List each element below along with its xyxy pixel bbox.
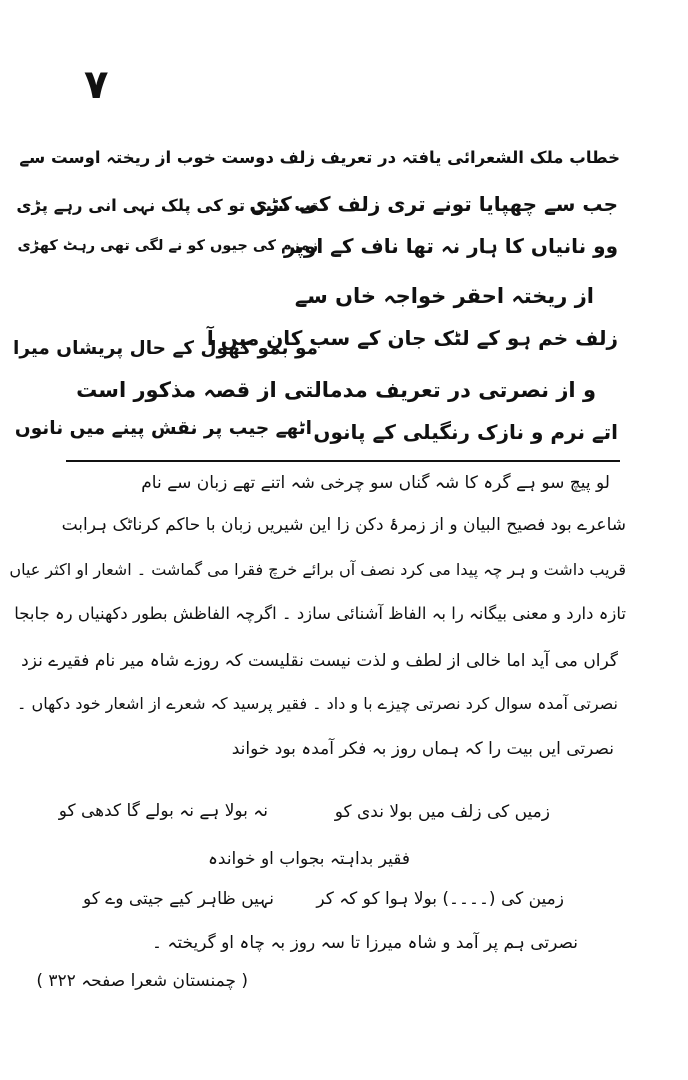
prose-line-5: گراں می آید اما خالی از لطف و لذت نیست نقلیست کہ روزے شاہ میر نام فقیرے نزد xyxy=(21,651,618,671)
heading-khwaja-khan: از ریختہ احقر خواجہ خاں سے xyxy=(294,284,594,308)
prose-line-4: تازہ دارد و معنی بیگانہ را بہ الفاظ آشنائی سازد ۔ اگرچہ الفاظش بطور دکھنیاں رہ جابجا xyxy=(14,604,626,623)
heading-praise-of-tresses: خطاب ملک الشعرائی یافتہ در تعریف زلف دوست خوب از ریختہ اوست سے xyxy=(19,148,620,167)
note-fakir-replies: فقیر بداہتہ بجواب او خواندہ xyxy=(207,849,410,869)
section-divider xyxy=(66,460,620,462)
prose-line-3: قریب داشت و ہر چہ پیدا می کرد نصف آں برائے خرچ فقرا می گماشت ۔ اشعار او اکثر عیاں xyxy=(9,560,626,579)
couplet-2-first-hemistich: وو نانیاں کا ہار نہ تھا ناف کے اوپر xyxy=(283,234,618,258)
heading-nusrati: و از نصرتی در تعریف مدمالتی از قصہ مذکور است xyxy=(76,378,596,402)
couplet-3-first-hemistich: زلف خم ہو کے لٹک جان کے سب کان میں آ xyxy=(206,326,618,350)
couplet-1-second-hemistich: تب سیں تو کی پلک نہی انی رہے پڑی xyxy=(16,196,318,215)
verse-1-left-hemistich: نہ بولا ہے نہ بولے گا کدھی کو xyxy=(58,801,268,821)
verse-1-right-hemistich: زمیں کی زلف میں بولا ندی کو xyxy=(334,802,550,822)
prose-line-6: نصرتی آمدہ سوال کرد نصرتی چیزے با و داد ۔ فقیر پرسید کہ شعرے از اشعار خود دکھاں ۔ xyxy=(17,694,618,713)
couplet-1-first-hemistich: جب سے چھپایا تونے تری زلف کی کڑی xyxy=(249,192,618,216)
couplet-4-second-hemistich: اٹھے جیب پر نقش پینے میں نانوں xyxy=(14,418,312,439)
couplet-4-first-hemistich: اتے نرم و نازک رنگیلی کے پانوں xyxy=(313,420,618,444)
prose-line-7: نصرتی ایں بیت را کہ ہماں روز بہ فکر آمدہ بود خواند xyxy=(231,739,614,759)
verse-2-left-hemistich: نہیں ظاہر کیے جیتی وے کو xyxy=(82,889,274,909)
prose-line-1: لو پیچ سو ہے گرہ کا شہ گناں سو چرخی شہ اتنے تھے زبان سے نام xyxy=(141,473,610,493)
couplet-2-second-hemistich: زمزم کی جیوں کو نے لگی تھی رہٹ کھڑی xyxy=(17,238,318,254)
prose-line-2: شاعرے بود فصیح البیان و از زمرۂ دکن زا این شیریں زبان با حاکم کرناٹک ہرابت xyxy=(61,515,626,535)
verse-2-right-hemistich: زمین کی (۔۔۔۔) بولا ہوا کو کہ کر xyxy=(316,889,564,909)
couplet-3-second-hemistich: مو بمو کھول کے حال پریشاں میرا xyxy=(12,338,318,359)
page-number: ۷ xyxy=(84,62,109,108)
source-citation: ( چمنستان شعرا صفحہ ۳۲۲ ) xyxy=(36,971,248,991)
closing-line: نصرتی ہم پر آمد و شاہ میرزا تا سہ روز بہ چاہ او گریختہ ۔ xyxy=(152,933,578,953)
